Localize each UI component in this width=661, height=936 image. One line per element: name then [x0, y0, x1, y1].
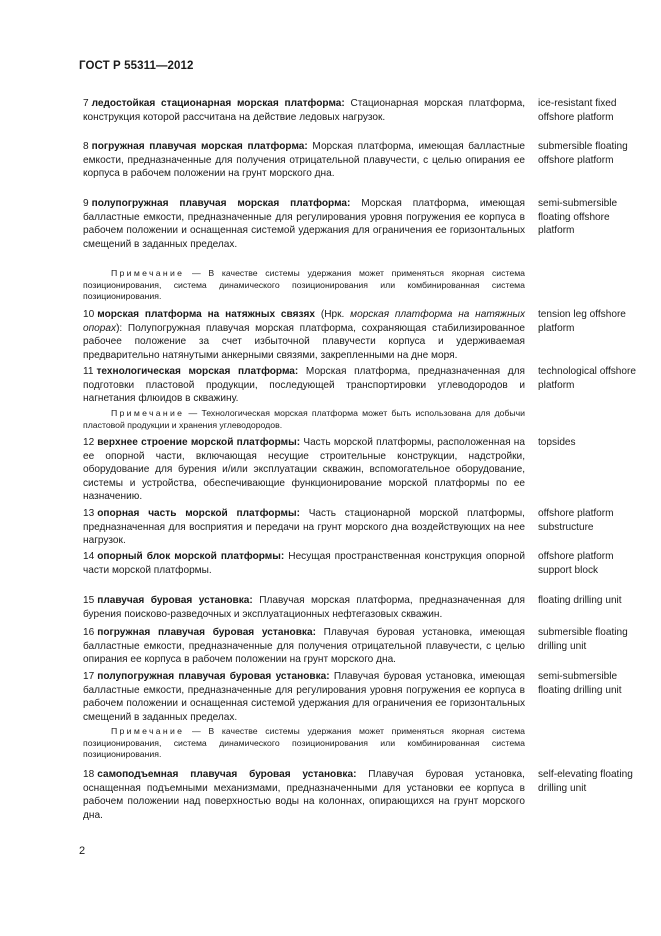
- english-equivalent: self-elevating floating drilling unit: [538, 769, 633, 794]
- term-entry: [83, 768, 525, 822]
- term-number: 12: [83, 437, 95, 448]
- term-abbr-suffix: ):: [116, 322, 123, 334]
- english-equivalent: floating drilling unit: [538, 595, 622, 606]
- note-label: Примечание: [111, 408, 185, 418]
- english-equivalent: topsides: [538, 437, 576, 448]
- term-definition: Морская платформа, имеющая балластные емкости, предназначенные для регулирования уровня погружения ее корпуса в рабочем положении и оснащенная системой удержания для ограничения ее горизонтальных смещений в заданных пределах.: [83, 198, 525, 250]
- term-title: погружная плавучая морская платформа:: [91, 141, 308, 152]
- term-title: морская платформа на натяжных связях: [97, 309, 316, 320]
- term-definition: Несущая пространственная конструкция опорной части морской платформы.: [83, 551, 525, 576]
- term-number: 10: [83, 309, 95, 320]
- term-definition: Часть морской платформы, расположенная на ее опорной части, включающая несущие строительные конструкции, надстройки, оборудование для бурения и/или эксплуатации скважин, вспомогательное оборудование, системы и устройства, обеспечивающие функционирование морской платформы по ее назначению.: [83, 437, 525, 503]
- term-title: погружная плавучая буровая установка:: [97, 627, 316, 638]
- term-number: 7: [83, 98, 89, 109]
- term-title: технологическая морская платформа:: [96, 366, 299, 377]
- term-entry: [83, 594, 525, 621]
- term-entry: [83, 140, 525, 181]
- document-header: ГОСТ Р 55311—2012: [79, 60, 194, 72]
- term-definition: Стационарная морская платформа, конструкция которой рассчитана на действие ледовых нагрузок.: [83, 98, 525, 123]
- term-definition: Морская платформа, предназначенная для подготовки пластовой продукции, последующей транспортировки углеводородов и нагнетания флюидов в скважину.: [83, 366, 525, 405]
- term-number: 14: [83, 551, 95, 562]
- term-title: полупогружная плавучая морская платформа:: [91, 198, 351, 209]
- term-number: 9: [83, 198, 89, 209]
- term-entry: [83, 626, 525, 667]
- note-text: — В качестве системы удержания может применяться якорная система позиционирования, система динамического позиционирования или комбинированная система позиционирования.: [83, 726, 526, 760]
- term-abbr-prefix: (Нрк.: [320, 309, 345, 320]
- english-equivalent: semi-submersible floating drilling unit: [538, 671, 622, 696]
- term-entry: [83, 436, 525, 504]
- term-title: ледостойкая стационарная морская платформа:: [91, 98, 345, 109]
- note: [83, 726, 525, 761]
- term-entry: [83, 507, 525, 548]
- note: [83, 408, 525, 431]
- note-label: Примечание: [111, 726, 185, 736]
- term-definition: Плавучая морская платформа, предназначенная для бурения поисково-разведочных и эксплуатационных нефтегазовых скважин.: [83, 595, 525, 620]
- term-entry: [83, 365, 525, 406]
- term-definition: Плавучая буровая установка, имеющая балластные емкости, предназначенные для получения отрицательной плавучести, с целью опирания ее корпуса в рабочем положении на грунт морского дна.: [83, 627, 525, 666]
- term-number: 15: [83, 595, 95, 606]
- term-entry: [83, 308, 525, 362]
- term-definition: Плавучая буровая установка, оснащенная подъемными механизмами, предназначенными для установки ее корпуса в рабочем положении над поверхностью воды на колоннах, опирающихся на грунт морского дна.: [83, 769, 525, 821]
- english-equivalent: ice-resistant fixed offshore platform: [538, 98, 617, 123]
- term-title: полупогружная плавучая буровая установка:: [97, 671, 330, 682]
- term-entry: [83, 197, 525, 251]
- english-equivalent: tension leg offshore platform: [538, 309, 626, 334]
- note-text: — Технологическая морская платформа может быть использована для добычи пластовой продукции и хранения углеводородов.: [83, 408, 525, 430]
- note-label: Примечание: [111, 268, 185, 278]
- term-entry: [83, 550, 525, 577]
- term-deprecated: морская платформа на натяжных опорах: [83, 309, 525, 334]
- english-equivalent: offshore platform support block: [538, 551, 614, 576]
- term-definition: Полупогружная плавучая морская платформа, сохраняющая стабилизированное рабочее положение за счет избыточной плавучести корпуса и удерживаемая предварительно натянутыми анкерными связями, закрепленными на дне моря.: [83, 322, 525, 361]
- term-title: самоподъемная плавучая буровая установка:: [97, 769, 357, 780]
- term-number: 11: [83, 366, 94, 377]
- term-title: верхнее строение морской платформы:: [97, 437, 301, 448]
- note: [83, 268, 525, 303]
- term-entry: [83, 97, 525, 124]
- english-equivalent: semi-submersible floating offshore platform: [538, 198, 618, 237]
- term-entry: [83, 670, 525, 724]
- term-number: 17: [83, 671, 95, 682]
- term-definition: Часть стационарной морской платформы, предназначенная для восприятия и передачи на грунт морского дна воздействующих на нее нагрузок.: [83, 508, 525, 547]
- page-number: 2: [79, 845, 86, 857]
- term-number: 16: [83, 627, 95, 638]
- term-number: 13: [83, 508, 95, 519]
- note-text: — В качестве системы удержания может применяться якорная система позиционирования, система динамического позиционирования или комбинированная система позиционирования.: [83, 268, 526, 302]
- term-number: 18: [83, 769, 95, 780]
- term-title: опорный блок морской платформы:: [97, 551, 285, 562]
- english-equivalent: submersible floating drilling unit: [538, 627, 628, 652]
- term-definition: Морская платформа, имеющая балластные емкости, предназначенные для получения отрицательной плавучести, с целью опирания ее корпуса в рабочем положении на грунт морского дна.: [83, 141, 525, 180]
- term-title: опорная часть морской платформы:: [97, 508, 300, 519]
- term-title: плавучая буровая установка:: [97, 595, 253, 606]
- english-equivalent: technological offshore platform: [538, 366, 637, 391]
- term-definition: Плавучая буровая установка, имеющая балластные емкости, предназначенные для регулирования уровня погружения ее корпуса в рабочем положении и оснащенная системой удержания для ограничения ее горизонтальных смещений в заданных пределах.: [83, 671, 525, 723]
- english-equivalent: submersible floating offshore platform: [538, 141, 628, 166]
- term-number: 8: [83, 141, 89, 152]
- english-equivalent: offshore platform substructure: [538, 508, 614, 533]
